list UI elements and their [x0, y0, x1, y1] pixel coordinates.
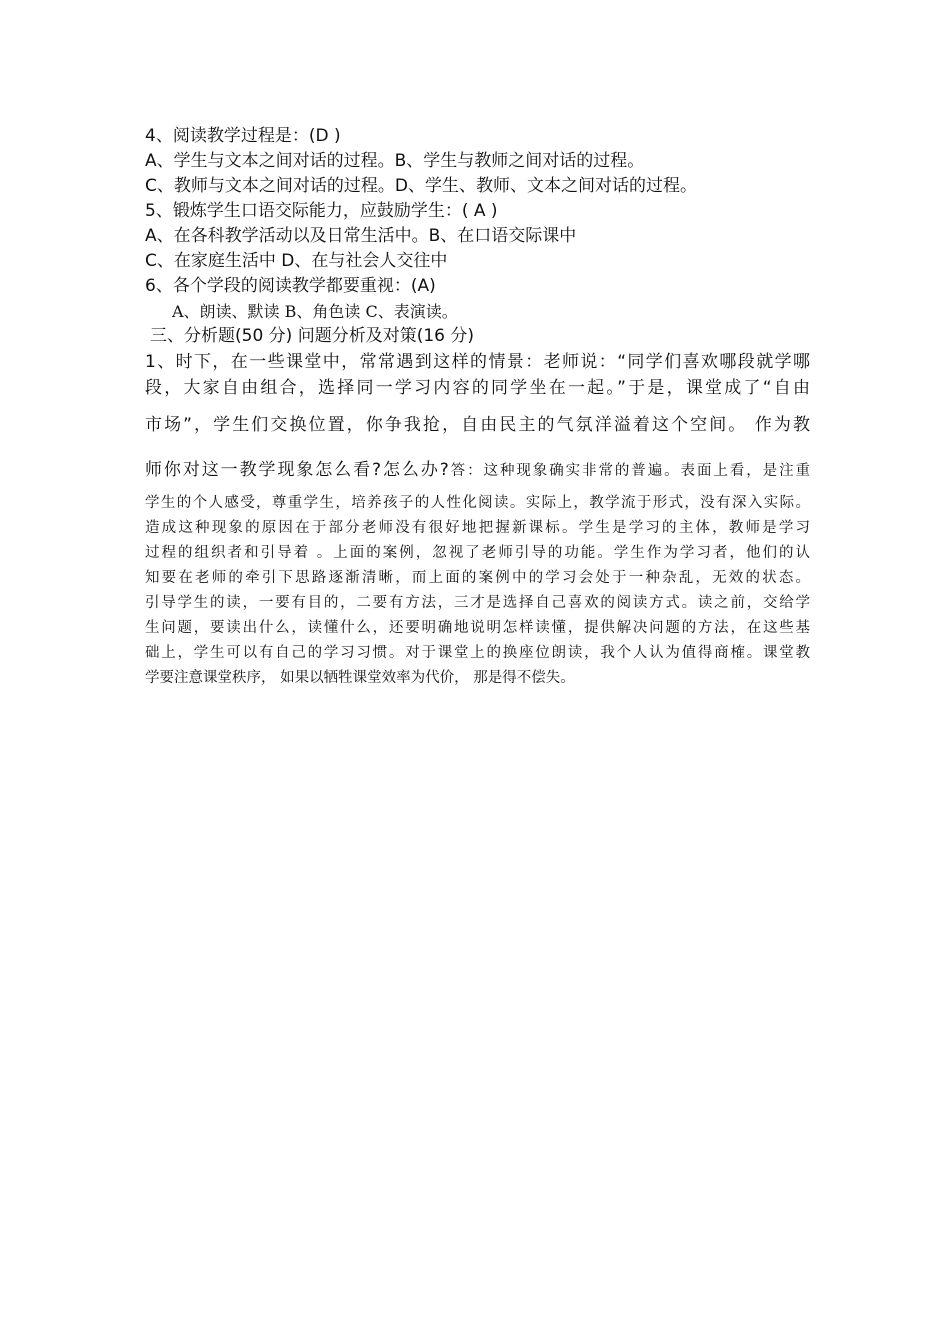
analysis-question-line-1: 1、时下，在一些课堂中，常常遇到这样的情景：老师说：“同学们喜欢哪段就学哪 — [145, 352, 810, 372]
analysis-question-line-3: 市场”，学生们交换位置，你争我抢，自由民主的气氛洋溢着这个空间。 作为教 — [145, 415, 810, 435]
answer-line: 础上，学生可以有自己的学习习惯。对于课堂上的换座位朗读，我个人认为值得商榷。课堂教 — [145, 645, 810, 661]
question-6-stem: 6、各个学段的阅读教学都要重视：(A) — [145, 276, 436, 296]
question-6-options: A、朗读、默读 B、角色读 C、表演读。 — [172, 302, 458, 321]
answer-body — [145, 491, 810, 691]
question-4-stem: 4、阅读教学过程是：(D ) — [145, 126, 341, 146]
question-5-options-ab: A、在各科教学活动以及日常生活中。B、在口语交际课中 — [145, 226, 577, 246]
analysis-question-line-4 — [145, 449, 810, 491]
answer-line: 知要在老师的牵引下思路逐渐清晰，而上面的案例中的学习会处于一种杂乱，无效的状态。 — [145, 570, 810, 586]
answer-start: 答：这种现象确实非常的普遍。表面上看，是注重 — [448, 463, 810, 479]
question-4-options-cd: C、教师与文本之间对话的过程。D、学生、教师、文本之间对话的过程。 — [145, 176, 697, 196]
answer-line: 过程的组织者和引导着 。上面的案例，忽视了老师引导的功能。学生作为学习者，他们的认 — [145, 545, 810, 561]
document-body — [145, 124, 810, 691]
question-5-options-cd: C、在家庭生活中 D、在与社会人交往中 — [145, 251, 448, 271]
analysis-question-line-2: 段，大家自由组合，选择同一学习内容的同学坐在一起。”于是，课堂成了“自由 — [145, 378, 810, 398]
answer-line: 学生的个人感受，尊重学生，培养孩子的人性化阅读。实际上，教学流于形式，没有深入实际。 — [145, 495, 810, 511]
answer-line: 引导学生的读，一要有目的，二要有方法，三才是选择自己喜欢的阅读方式。读之前，交给学 — [145, 595, 810, 611]
answer-line: 造成这种现象的原因在于部分老师没有很好地把握新课标。学生是学习的主体，教师是学习 — [145, 520, 810, 536]
question-4-options-ab: A、学生与文本之间对话的过程。B、学生与教师之间对话的过程。 — [145, 151, 645, 171]
question-5-stem: 5、锻炼学生口语交际能力，应鼓励学生：( A ) — [145, 201, 498, 221]
section-3-heading: 三、分析题(50 分) 问题分析及对策(16 分) — [150, 326, 475, 346]
answer-line: 学要注意课堂秩序， 如果以牺牲课堂效率为代价， 那是得不偿失。 — [145, 670, 575, 686]
answer-line: 生问题，要读出什么，读懂什么，还要明确地说明怎样读懂，提供解决问题的方法，在这些基 — [145, 620, 810, 636]
analysis-question-end: 师你对这一教学现象怎么看?怎么办? — [145, 460, 449, 480]
